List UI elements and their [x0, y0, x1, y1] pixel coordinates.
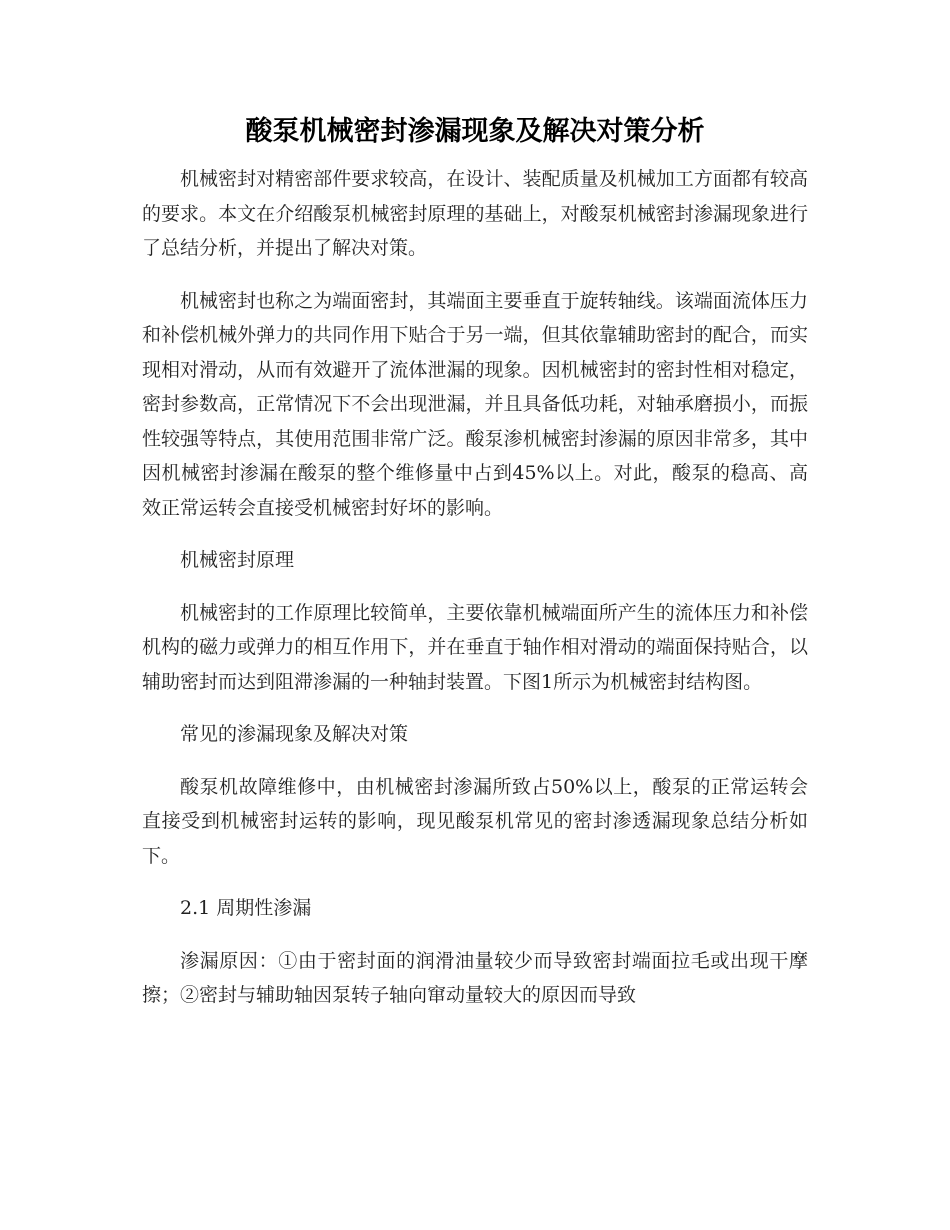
section-heading-leakage: 常见的渗漏现象及解决对策 [180, 723, 409, 745]
paragraph-intro: 机械密封对精密部件要求较高，在设计、装配质量及机械加工方面都有较高的要求。本文在介绍酸泵机械密封原理的基础上，对酸泵机械密封渗漏现象进行了总结分析，并提出了解决对策。 [142, 168, 808, 259]
document-body [142, 162, 808, 1031]
paragraph-principle: 机械密封的工作原理比较简单，主要依靠机械端面所产生的流体压力和补偿机构的磁力或弹力的相互作用下，并在垂直于轴作相对滑动的端面保持贴合，以辅助密封而达到阻滞渗漏的一种轴封装置。下图1所示为机械密封结构图。 [142, 601, 808, 693]
document-title: 酸泵机械密封渗漏现象及解决对策分析 [245, 116, 705, 147]
section-heading-principle: 机械密封原理 [180, 549, 295, 571]
paragraph-definition: 机械密封也称之为端面密封，其端面主要垂直于旋转轴线。该端面流体压力和补偿机械外弹力的共同作用下贴合于另一端，但其依靠辅助密封的配合，而实现相对滑动，从而有效避开了流体泄漏的现象。因机械密封的密封性相对稳定，密封参数高，正常情况下不会出现泄漏，并且具备低功耗，对轴承磨损小，而振性较强等特点，其使用范围非常广泛。酸泵渗机械密封渗漏的原因非常多，其中因机械密封渗漏在酸泵的整个维修量中占到45%以上。对此，酸泵的稳高、高效正常运转会直接受机械密封好坏的影响。 [142, 289, 808, 519]
paragraph-leakage: 酸泵机故障维修中，由机械密封渗漏所致占50%以上，酸泵的正常运转会直接受到机械密封运转的影响，现见酸泵机常见的密封渗透漏现象总结分析如下。 [142, 775, 808, 867]
subsection-heading-periodic: 2.1 周期性渗漏 [180, 897, 312, 919]
paragraph-periodic-causes: 渗漏原因：①由于密封面的润滑油量较少而导致密封端面拉毛或出现干摩擦；②密封与辅助轴因泵转子轴向窜动量较大的原因而导致 [142, 949, 808, 1006]
